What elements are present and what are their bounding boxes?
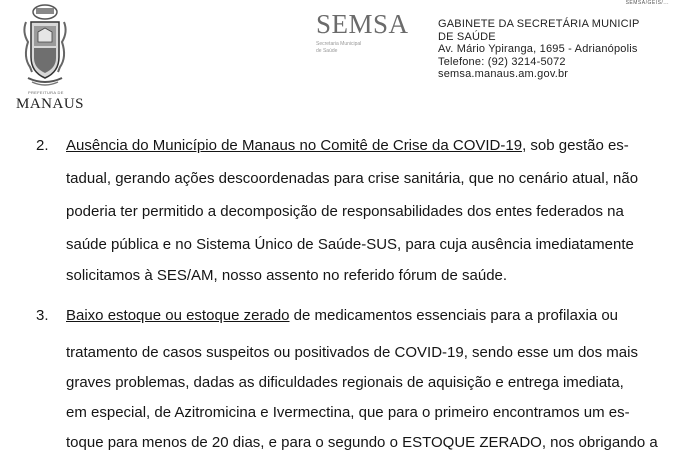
semsa-logo-block (316, 10, 409, 55)
website: semsa.manaus.am.gov.br (438, 68, 569, 80)
item-line: em especial, de Azitromicina e Ivermectina, que para o primeiro encontramos um es- (66, 404, 630, 421)
item-line: tadual, gerando ações descoordenadas para crise sanitária, que no cenário atual, não (66, 170, 639, 187)
semsa-subtitle-line: de Saúde (316, 48, 338, 54)
item-line: solicitamos à SES/AM, nosso assento no referido fórum de saúde. (66, 267, 508, 284)
contact-block (438, 18, 640, 81)
item-title: Ausência do Município de Manaus no Comitê de Crise da COVID-19 (66, 137, 523, 154)
item-line: graves problemas, dadas as dificuldades regionais de aquisição e entrega imediata, (66, 374, 624, 391)
address: Av. Mário Ypiranga, 1695 - Adrianópolis (438, 43, 638, 55)
semsa-subtitle (316, 41, 406, 55)
semsa-subtitle-line: Secretaria Municipal (316, 41, 362, 47)
item-line (66, 307, 618, 324)
item-title: Baixo estoque ou estoque zerado (66, 307, 290, 324)
manaus-coat-of-arms-icon (18, 2, 72, 92)
item-line (66, 137, 629, 154)
item-number: 3. (36, 307, 49, 324)
item-line: poderia ter permitido a decomposição de responsabilidades dos entes federados na (66, 203, 624, 220)
telephone: Telefone: (92) 3214-5072 (438, 55, 566, 68)
item-line-rest: , sob gestão es- (522, 137, 629, 154)
office-name-cont: DE SAÚDE (438, 30, 496, 43)
prefeitura-label: PREFEITURA DE (28, 90, 64, 95)
item-line: saúde pública e no Sistema Único de Saúde-SUS, para cuja ausência imediatamente (66, 236, 634, 253)
corner-text: SEMSA/GEIS/... (625, 0, 669, 6)
item-line-rest: de medicamentos essenciais para a profilaxia ou (289, 307, 619, 324)
item-number: 2. (36, 137, 49, 154)
item-line: toque para menos de 20 dias, e para o segundo o ESTOQUE ZERADO, nos obrigando a (66, 434, 658, 450)
item-line: tratamento de casos suspeitos ou positivados de COVID-19, sendo esse um dos mais (66, 344, 638, 361)
semsa-logo: SEMSA (316, 9, 409, 39)
office-name: GABINETE DA SECRETÁRIA MUNICIP (438, 18, 640, 30)
city-name: MANAUS (16, 96, 85, 112)
